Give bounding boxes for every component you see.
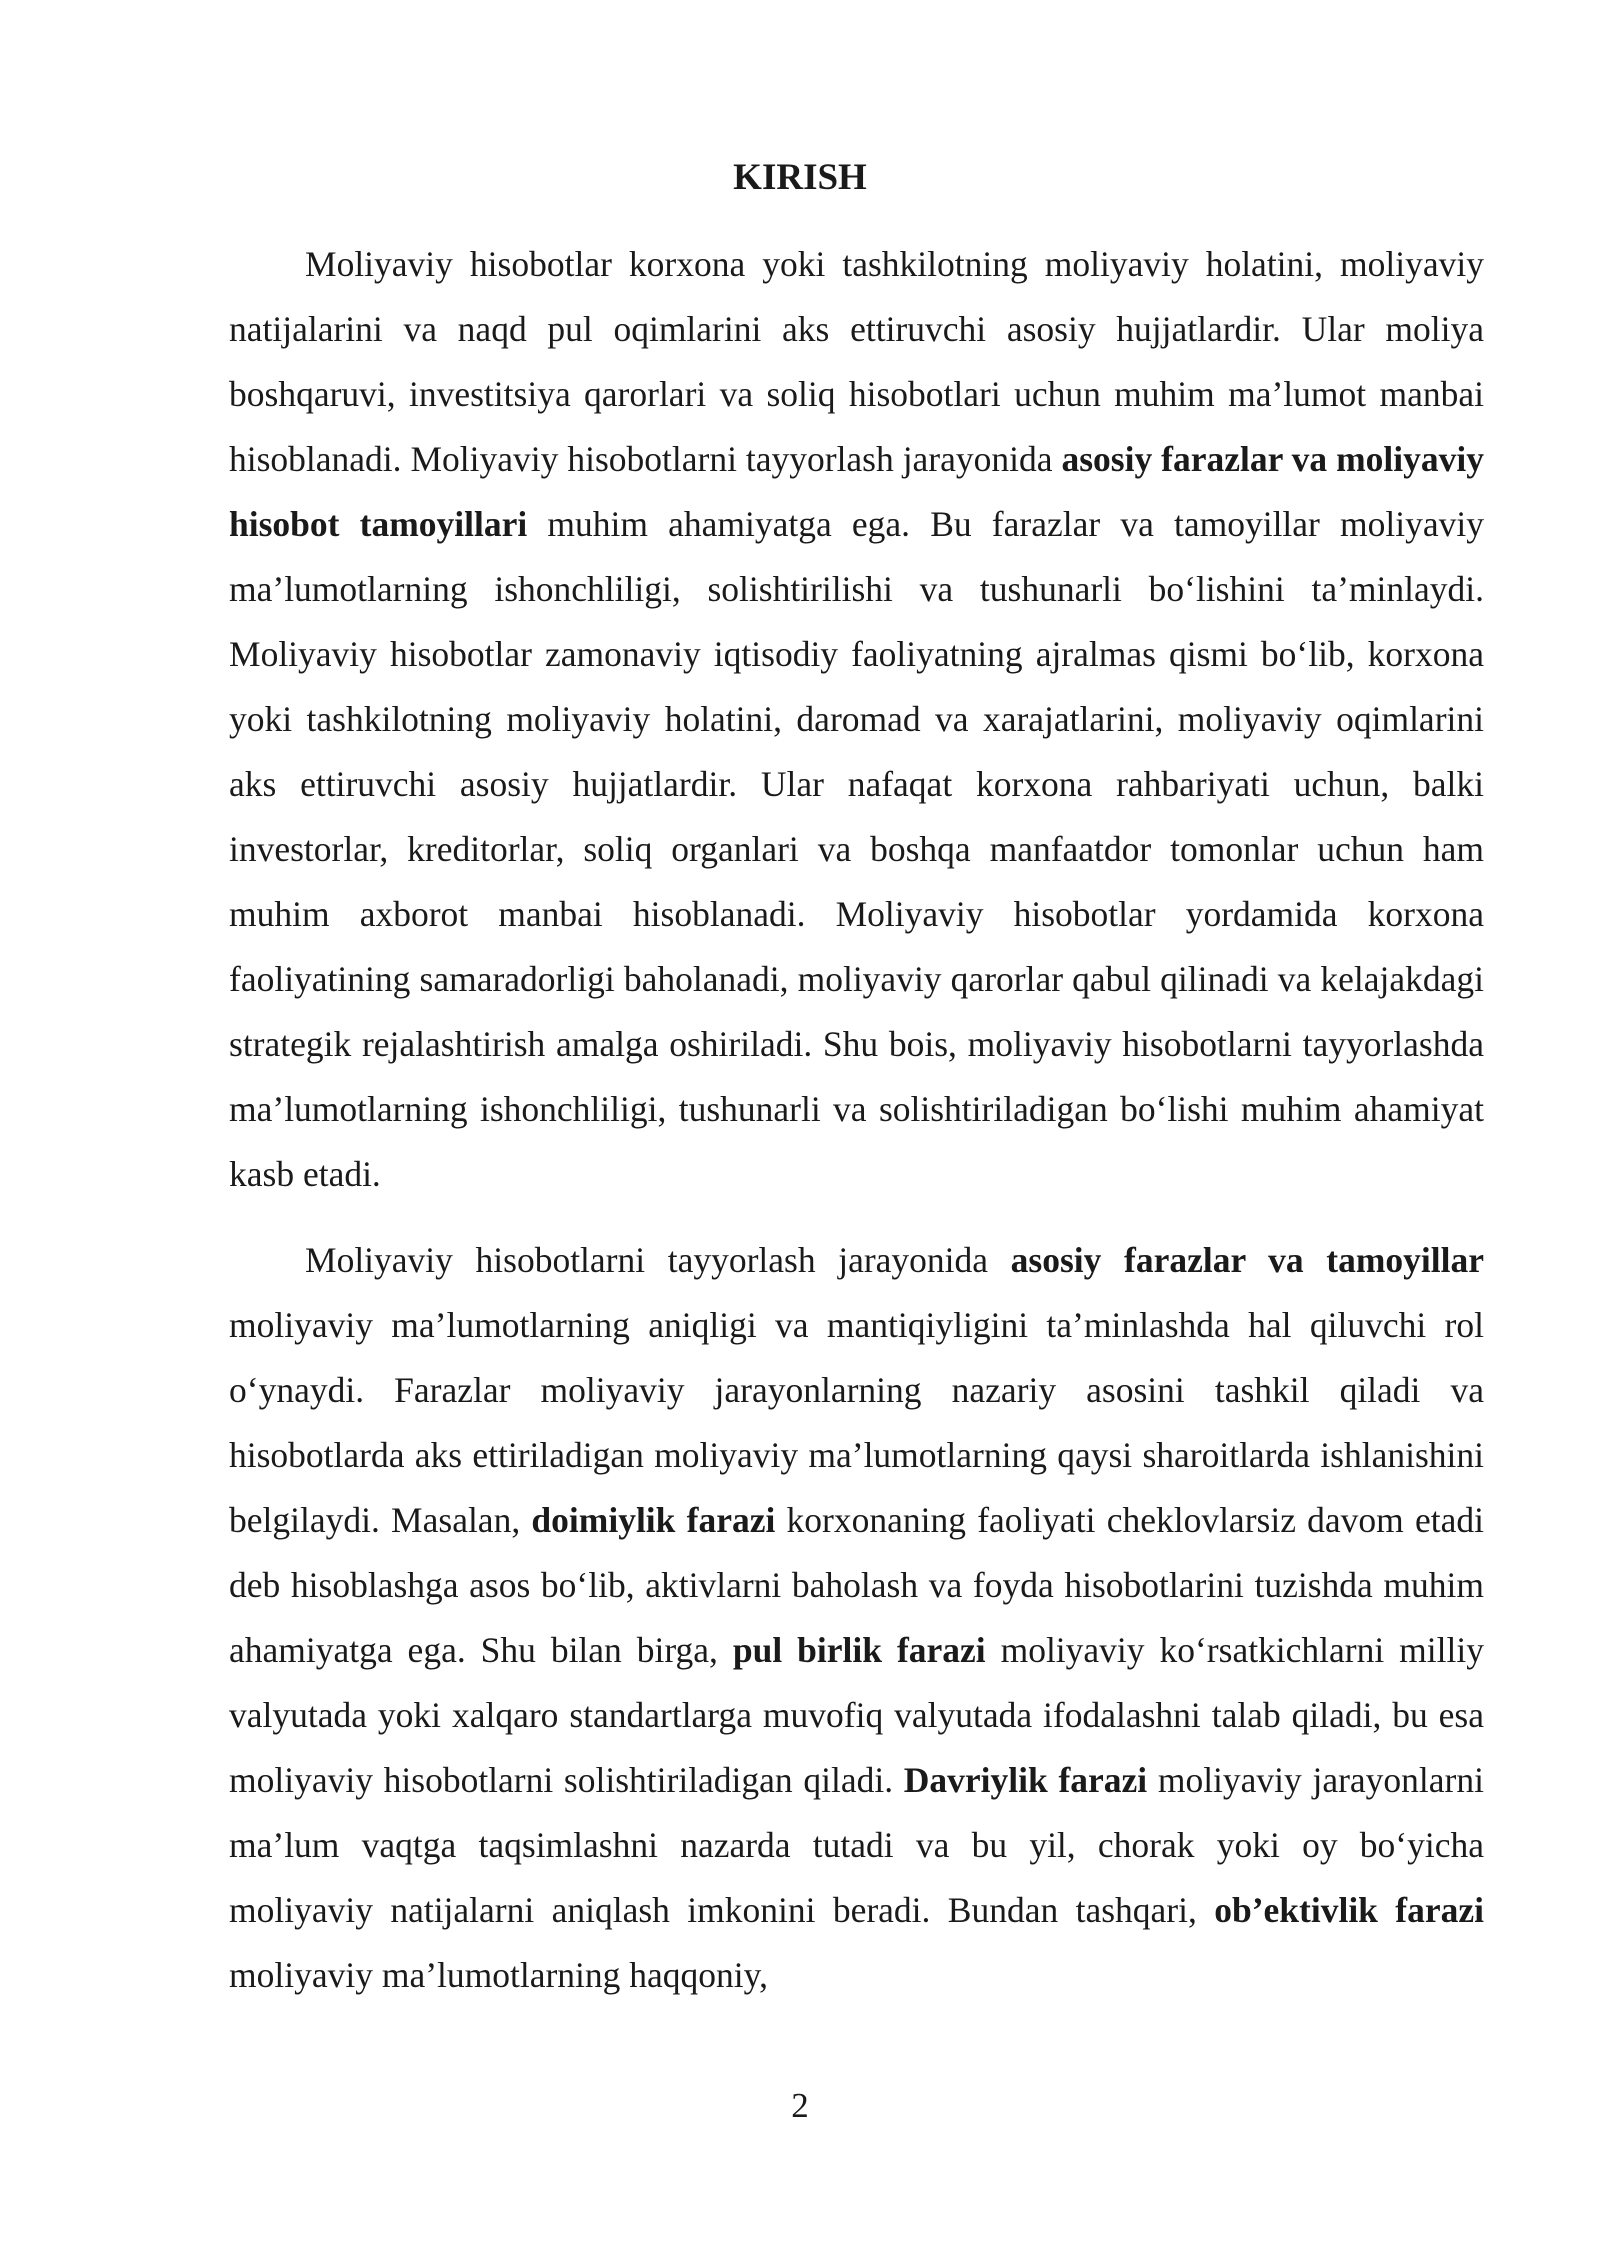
paragraph-text: moliyaviy ma’lumotlarning aniqligi va mantiqiyligini ta’minlashda hal qiluvchi rol o‘ynaydi. Farazlar moliyaviy jarayonlarning nazariy asosini tashkil qiladi va hisobotlarda aks ettiriladigan moliyaviy ma’lumotlarning qaysi sharoitlarda ishlanishini belgilaydi. Masalan, (229, 1305, 1484, 1540)
paragraph-assumptions (229, 1228, 1484, 2008)
paragraph-text: korxonaning faoliyati cheklovlarsiz davom etadi deb hisoblashga asos bo‘lib, aktivlarni baholash va foyda hisobotlarini tuzishda muhim ahamiyatga ega. Shu bilan birga, (229, 1500, 1484, 1670)
bold-term: asosiy farazlar va tamoyillar (1010, 1240, 1485, 1280)
paragraph-text: Moliyaviy hisobotlarni tayyorlash jarayonida (305, 1240, 1011, 1280)
page-title: KIRISH (733, 157, 867, 198)
paragraph-text: Moliyaviy hisobotlar korxona yoki tashkilotning moliyaviy holatini, moliyaviy natijalarini va naqd pul oqimlarini aks ettiruvchi asosiy hujjatlardir. Ular moliya boshqaruvi, investitsiya qarorlari va soliq hisobotlari uchun muhim ma’lumot manbai hisoblanadi. Moliyaviy hisobotlarni tayyorlash jarayonida (229, 244, 1484, 479)
paragraph-text: muhim ahamiyatga ega. Bu farazlar va tamoyillar moliyaviy ma’lumotlarning ishonchliligi, solishtirilishi va tushunarli bo‘lishini ta’minlaydi. Moliyaviy hisobotlar zamonaviy iqtisodiy faoliyatning ajralmas qismi bo‘lib, korxona yoki tashkilotning moliyaviy holatini, daromad va xarajatlarini, moliyaviy oqimlarini aks ettiruvchi asosiy hujjatlardir. Ular nafaqat korxona rahbariyati uchun, balki investorlar, kreditorlar, soliq organlari va boshqa manfaatdor tomonlar uchun ham muhim axborot manbai hisoblanadi. Moliyaviy hisobotlar yordamida korxona faoliyatining samaradorligi baholanadi, moliyaviy qarorlar qabul qilinadi va kelajakdagi strategik rejalashtirish amalga oshiriladi. Shu bois, moliyaviy hisobotlarni tayyorlashda ma’lumotlarning ishonchliligi, tushunarli va solishtiriladigan bo‘lishi muhim ahamiyat kasb etadi. (229, 504, 1484, 1194)
paragraph-text: moliyaviy ma’lumotlarning haqqoniy, (229, 1955, 768, 1995)
bold-term: ob’ektivlik farazi (1214, 1890, 1484, 1930)
paragraph-intro (229, 232, 1484, 1207)
bold-term: pul birlik farazi (732, 1630, 986, 1670)
page-number: 2 (791, 2086, 809, 2125)
bold-term: Davriylik farazi (903, 1760, 1148, 1800)
bold-term: doimiylik farazi (531, 1500, 776, 1540)
bold-term: asosiy farazlar va moliyaviy hisobot tamoyillari (229, 439, 1484, 544)
paragraph-text: moliyaviy ko‘rsatkichlarni milliy valyutada yoki xalqaro standartlarga muvofiq valyutada ifodalashni talab qiladi, bu esa moliyaviy hisobotlarni solishtiriladigan qiladi. (229, 1630, 1484, 1800)
paragraph-text: moliyaviy jarayonlarni ma’lum vaqtga taqsimlashni nazarda tutadi va bu yil, chorak yoki oy bo‘yicha moliyaviy natijalarni aniqlash imkonini beradi. Bundan tashqari, (229, 1760, 1484, 1930)
